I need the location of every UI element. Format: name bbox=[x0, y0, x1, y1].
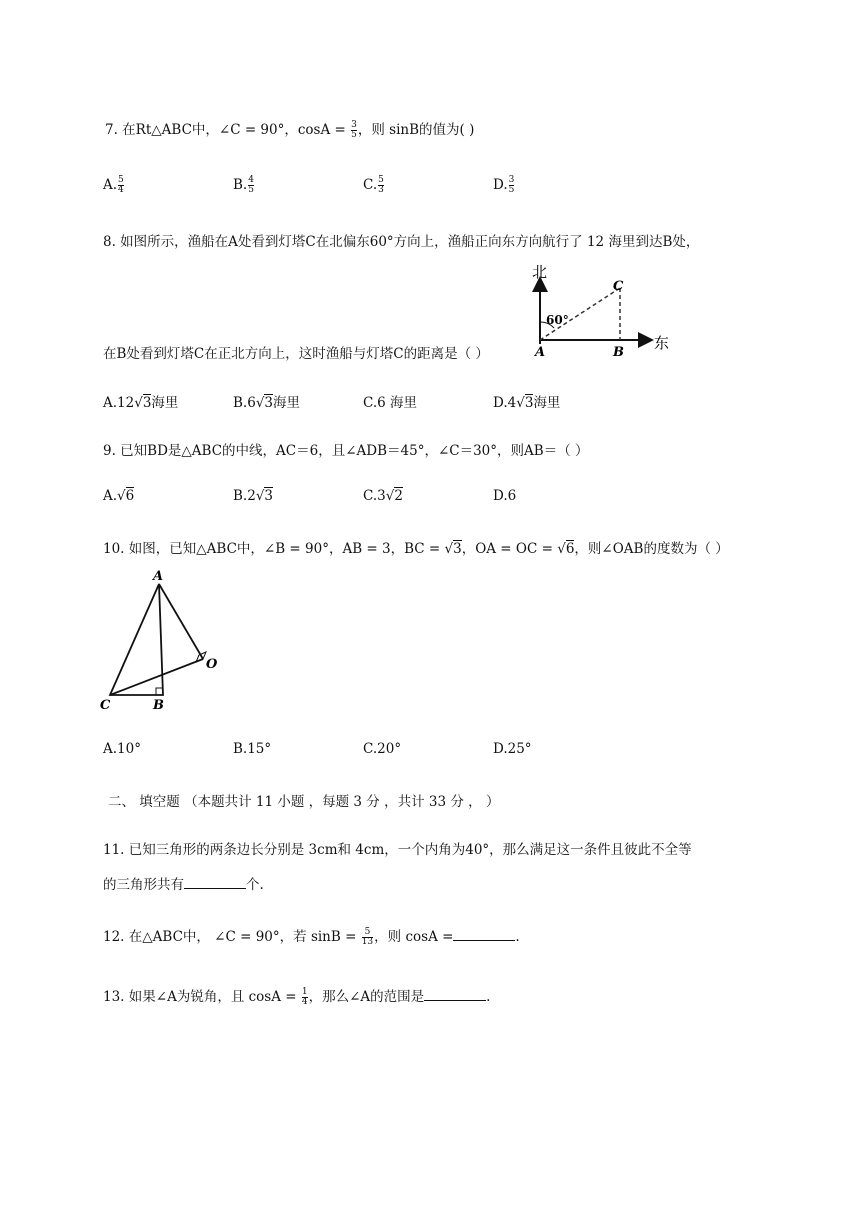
point-c-label: C bbox=[613, 279, 624, 294]
q7-fraction: $\frac{3}{5}$ bbox=[351, 120, 357, 140]
q10-option-c[interactable]: C.20° bbox=[363, 741, 402, 757]
point-c-label: C bbox=[100, 698, 111, 713]
q7-option-b[interactable]: B. $\frac{4}{5}$ bbox=[233, 175, 254, 195]
q8-stem-line1: 8. 如图所示，渔船在A处看到灯塔C在北偏东60°方向上，渔船正向东方向航行了 12 海里到达B处， bbox=[103, 234, 700, 250]
q9-option-b[interactable]: B.2√3 bbox=[233, 488, 274, 504]
q11-line1: 11. 已知三角形的两条边长分别是 3cm和 4cm，一个内角为40°，那么满足这一条件且彼此不全等 bbox=[103, 842, 692, 858]
q10-figure bbox=[96, 566, 226, 716]
point-a-label: A bbox=[153, 569, 164, 584]
q10-option-a[interactable]: A.10° bbox=[103, 741, 141, 757]
q10-option-b[interactable]: B.15° bbox=[233, 741, 272, 757]
q7-stem-tail: ，则 sinB的值为( ) bbox=[357, 122, 475, 138]
angle-label: 60° bbox=[546, 313, 569, 327]
q7-stem-text: 7. 在Rt△ABC中，∠C = 90°，cosA = bbox=[105, 122, 351, 138]
point-b-label: B bbox=[153, 698, 164, 713]
q9-stem: 9. 已知BD是△ABC的中线，AC＝6，且∠ADB＝45°，∠C＝30°，则AB＝（ ） bbox=[103, 443, 589, 459]
q8-option-b[interactable]: B.6√3海里 bbox=[233, 395, 301, 411]
q8-option-c[interactable]: C.6 海里 bbox=[363, 395, 418, 411]
east-label: 东 bbox=[654, 334, 670, 352]
q11-line2: 的三角形共有 个. bbox=[103, 877, 264, 893]
q13-stem: 13. 如果∠A为锐角，且 cosA = $\frac{1}{4}$ ，那么∠A的范围是 . bbox=[103, 987, 491, 1007]
q8-figure bbox=[524, 262, 674, 360]
segment-ao bbox=[159, 584, 203, 659]
point-a-label: A bbox=[535, 345, 546, 360]
q7-option-c[interactable]: C. $\frac{5}{3}$ bbox=[363, 175, 384, 195]
q8-option-a[interactable]: A.12√3海里 bbox=[103, 395, 179, 411]
point-b-label: B bbox=[613, 345, 624, 360]
q12-stem: 12. 在△ABC中， ∠C = 90°，若 sinB = $\frac{5}{13}$ ，则 cosA = . bbox=[103, 927, 520, 947]
q9-option-a[interactable]: A.√6 bbox=[103, 488, 135, 504]
q8-stem-line2: 在B处看到灯塔C在正北方向上，这时渔船与灯塔C的距离是（ ） bbox=[103, 346, 489, 362]
q10-stem: 10. 如图，已知△ABC中，∠B = 90°，AB = 3，BC = √3，OA = OC = √6，则∠OAB的度数为（ ） bbox=[103, 541, 729, 557]
q8-option-d[interactable]: D.4√3海里 bbox=[493, 395, 561, 411]
q7-stem bbox=[105, 118, 474, 140]
q12-answer-blank[interactable] bbox=[453, 928, 515, 941]
q10-option-d[interactable]: D.25° bbox=[493, 741, 532, 757]
section-2-heading: 二、 填空题 （本题共计 11 小题 ，每题 3 分 ，共计 33 分 ， ） bbox=[108, 794, 500, 810]
q12-fraction: $\frac{5}{13}$ bbox=[361, 927, 374, 947]
q7-option-a[interactable]: A. $\frac{5}{4}$ bbox=[103, 175, 124, 195]
q7-option-d[interactable]: D. $\frac{3}{5}$ bbox=[493, 175, 515, 195]
q9-option-c[interactable]: C.3√2 bbox=[363, 488, 403, 504]
q13-answer-blank[interactable] bbox=[424, 988, 486, 1001]
q13-fraction: $\frac{1}{4}$ bbox=[301, 987, 308, 1007]
point-o-label: O bbox=[206, 657, 218, 672]
q9-option-d[interactable]: D.6 bbox=[493, 488, 517, 504]
north-label: 北 bbox=[532, 263, 548, 281]
q11-answer-blank[interactable] bbox=[184, 876, 246, 889]
